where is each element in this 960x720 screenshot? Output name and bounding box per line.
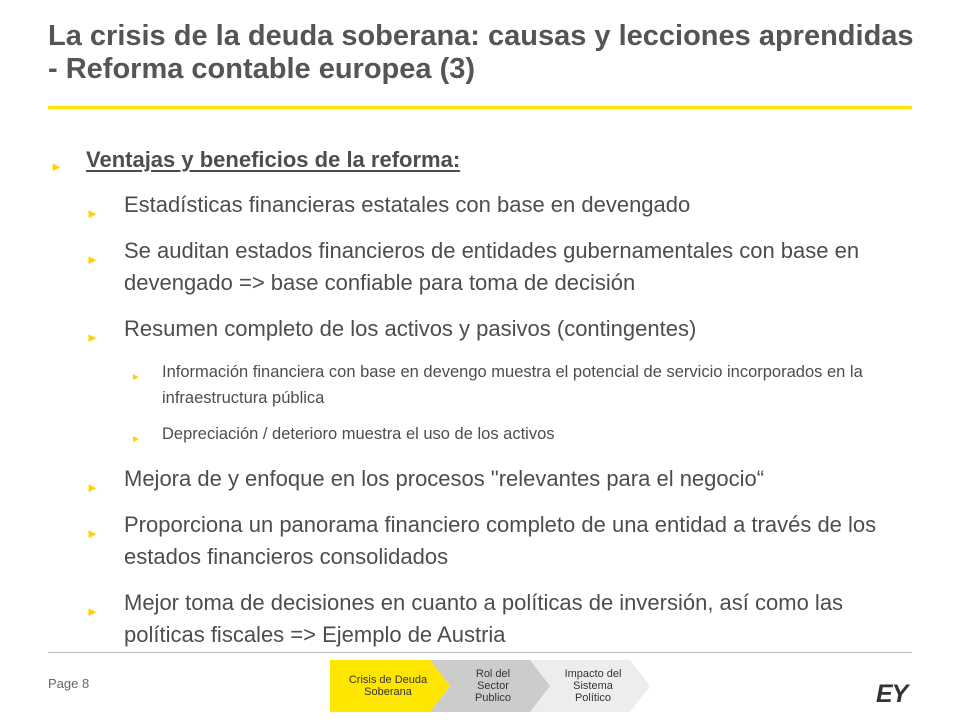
ey-logo: EY xyxy=(876,680,908,708)
slide-title: La crisis de la deuda soberana: causas y lecciones aprendidas - Reforma contable europea (3) xyxy=(48,20,914,85)
list-item: ► Mejora de y enfoque en los procesos "relevantes para el negocio“ xyxy=(48,463,928,495)
page-number: Page 8 xyxy=(48,676,90,691)
chevron-label-2: Rol del Sector Publico xyxy=(474,668,512,704)
triangle-bullet-icon: ► xyxy=(86,480,99,495)
triangle-bullet-icon: ► xyxy=(131,372,141,383)
list-item: ► Resumen completo de los activos y pasivos (contingentes) xyxy=(48,313,928,345)
triangle-bullet-icon: ► xyxy=(131,434,141,445)
footer-divider xyxy=(48,652,912,653)
bullet-list xyxy=(48,146,928,665)
list-item: ► Estadísticas financieras estatales con base en devengado xyxy=(48,189,928,221)
list-item: ► Mejor toma de decisiones en cuanto a políticas de inversión, así como las políticas fiscales => Ejemplo de Austria xyxy=(86,590,844,647)
list-item: ► Se auditan estados financieros de entidades gubernamentales con base en devengado => base confiable para toma de decisión xyxy=(86,238,860,295)
triangle-bullet-icon: ► xyxy=(86,252,99,267)
triangle-bullet-icon: ► xyxy=(86,330,99,345)
triangle-bullet-icon: ► xyxy=(86,206,99,221)
triangle-bullet-icon: ► xyxy=(86,526,99,541)
sub-list-item: ► Depreciación / deterioro muestra el uso de los activos xyxy=(48,421,928,447)
chevron-label-1: Crisis de Deuda Soberana xyxy=(348,674,428,698)
chevron-labels xyxy=(330,660,650,712)
title-divider xyxy=(48,106,912,109)
bullet-header: ► Ventajas y beneficios de la reforma: xyxy=(48,146,928,174)
chevron-label-3: Impacto del Sistema Político xyxy=(564,668,622,704)
sub-list-item: ► Información financiera con base en devengo muestra el potencial de servicio incorporados en la infraestructura pública xyxy=(131,363,863,407)
triangle-bullet-icon: ► xyxy=(86,604,99,619)
triangle-bullet-icon: ► xyxy=(50,159,63,174)
list-item: ► Proporciona un panorama financiero completo de una entidad a través de los estados financieros consolidados xyxy=(86,512,877,569)
